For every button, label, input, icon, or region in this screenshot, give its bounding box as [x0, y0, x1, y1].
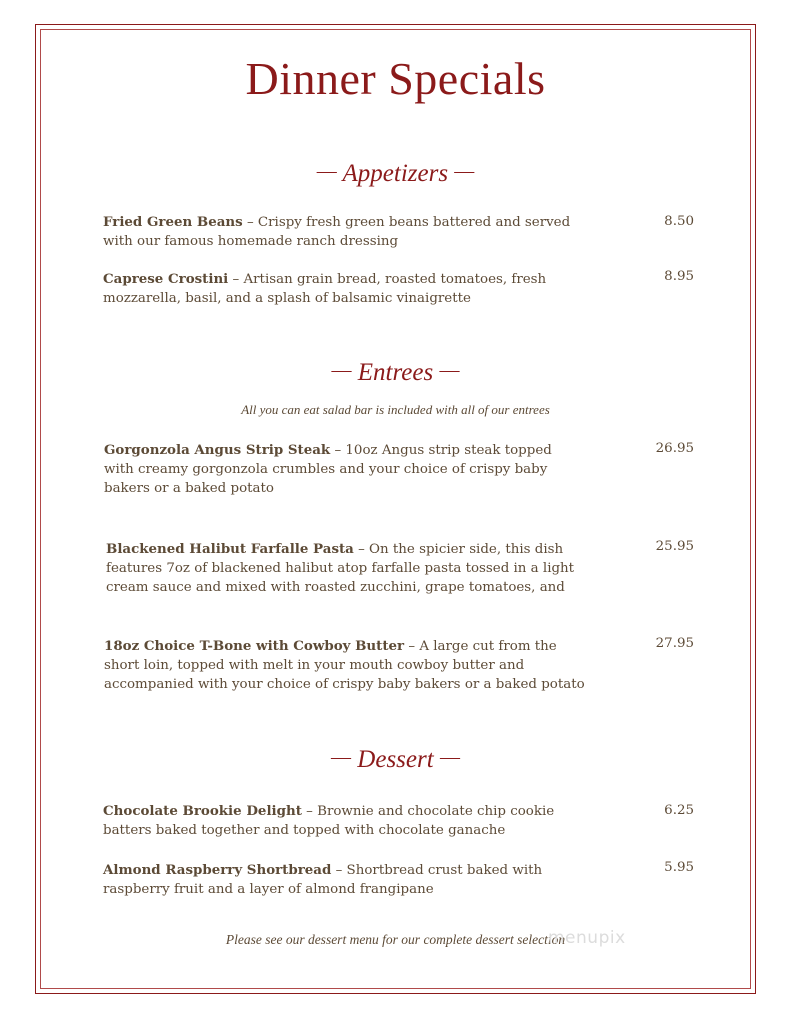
heading-dash-left: — [316, 160, 337, 182]
item-description: – Shortbread crust baked with raspberry fruit and a layer of almond frangipane [103, 863, 543, 897]
section-heading-appetizers [0, 160, 791, 188]
item-price: 27.95 [655, 636, 694, 651]
menu-item-gorgonzola-steak [104, 441, 584, 498]
item-description: – 10oz Angus strip steak topped with creamy gorgonzola crumbles and your choice of crispy baby bakers or a baked potato [104, 443, 552, 496]
heading-dash-right: — [439, 746, 460, 768]
watermark-logo: menupix [548, 928, 626, 948]
item-description: – On the spicier side, this dish features 7oz of blackened halibut atop farfalle pasta tossed in a light cream sauce and mixed with roasted zucchini, grape tomatoes, and [106, 542, 575, 595]
dessert-heading-text: Dessert [357, 746, 434, 773]
heading-dash-right: — [454, 160, 475, 182]
item-name: Blackened Halibut Farfalle Pasta [106, 541, 354, 557]
menu-item-blackened-halibut [106, 540, 586, 597]
item-price: 8.50 [664, 214, 694, 229]
section-heading-entrees [0, 359, 791, 387]
appetizers-heading-text: Appetizers [342, 160, 449, 187]
menu-item-fried-green-beans [103, 213, 573, 251]
item-name: Fried Green Beans [103, 214, 243, 230]
item-description: – Crispy fresh green beans battered and served with our famous homemade ranch dressing [103, 215, 571, 249]
item-price: 5.95 [664, 860, 694, 875]
entrees-heading-text: Entrees [357, 359, 434, 386]
menu-item-caprese-crostini [103, 270, 573, 308]
menu-item-shortbread [103, 861, 573, 899]
heading-dash-left: — [331, 746, 352, 768]
menu-item-brookie [103, 802, 583, 840]
heading-dash-left: — [331, 359, 352, 381]
item-price: 25.95 [655, 539, 694, 554]
entrees-note: All you can eat salad bar is included with all of our entrees [241, 402, 550, 417]
item-name: 18oz Choice T-Bone with Cowboy Butter [104, 638, 405, 654]
heading-dash-right: — [439, 359, 460, 381]
item-name: Caprese Crostini [103, 271, 229, 287]
page-title: Dinner Specials [245, 53, 546, 104]
menu-item-t-bone [104, 637, 594, 694]
item-description: – A large cut from the short loin, topped with melt in your mouth cowboy butter and accompanied with your choice of crispy baby bakers or a baked potato [104, 639, 585, 692]
item-description: – Artisan grain bread, roasted tomatoes, fresh mozzarella, basil, and a splash of balsamic vinaigrette [103, 272, 547, 306]
dessert-footer-note: Please see our dessert menu for our complete dessert selection [225, 932, 566, 947]
item-price: 8.95 [664, 269, 694, 284]
item-description: – Brownie and chocolate chip cookie batters baked together and topped with chocolate ganache [103, 804, 555, 838]
item-price: 26.95 [655, 441, 694, 456]
item-name: Chocolate Brookie Delight [103, 803, 302, 819]
item-name: Gorgonzola Angus Strip Steak [104, 442, 331, 458]
item-name: Almond Raspberry Shortbread [103, 862, 332, 878]
item-price: 6.25 [664, 803, 694, 818]
section-heading-dessert [0, 746, 791, 774]
